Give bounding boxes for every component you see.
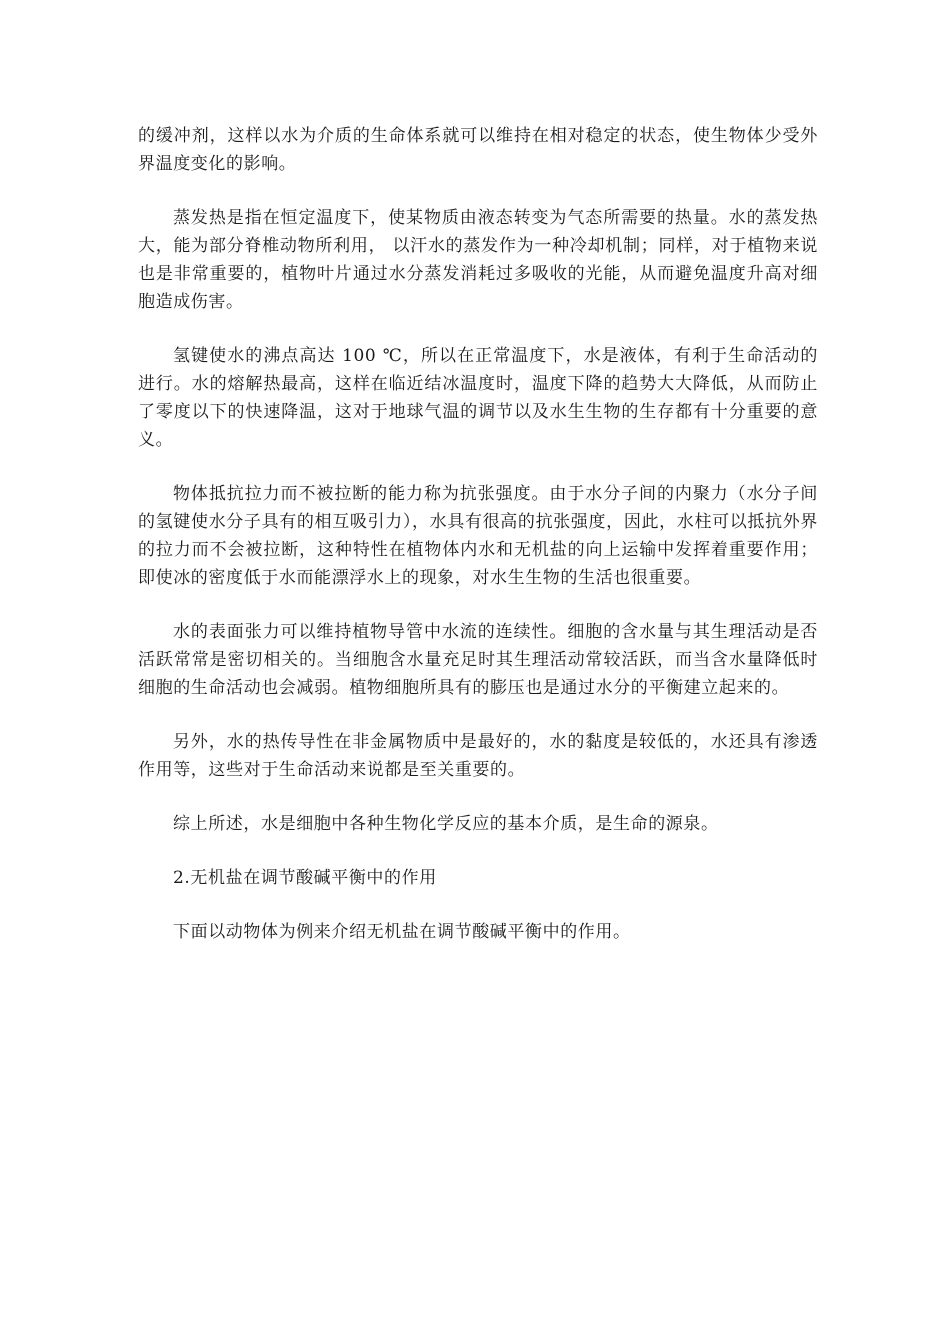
paragraph-surface-tension: 水的表面张力可以维持植物导管中水流的连续性。细胞的含水量与其生理活动是否活跃常常是密切相关的。当细胞含水量充足时其生理活动常较活跃，而当含水量降低时细胞的生命活动也会减弱。植物细胞所具有的膨压也是通过水分的平衡建立起来的。 — [138, 622, 818, 698]
paragraph-thermal-conductivity: 另外，水的热传导性在非金属物质中是最好的，水的黏度是较低的，水还具有渗透作用等，这些对于生命活动来说都是至关重要的。 — [138, 732, 818, 780]
section-heading: 2.无机盐在调节酸碱平衡中的作用 — [173, 868, 437, 888]
paragraph-buffer-continuation: 的缓冲剂，这样以水为介质的生命体系就可以维持在相对稳定的状态，使生物体少受外界温度变化的影响。 — [138, 126, 818, 174]
paragraph-tensile-strength: 物体抵抗拉力而不被拉断的能力称为抗张强度。由于水分子间的内聚力（水分子间的氢键使水分子具有的相互吸引力），水具有很高的抗张强度，因此，水柱可以抵抗外界的拉力而不会被拉断，这种特性在植物体内水和无机盐的向上运输中发挥着重要作用；即使冰的密度低于水而能漂浮水上的现象，对水生生物的生活也很重要。 — [138, 484, 818, 588]
paragraph-summary: 综上所述，水是细胞中各种生物化学反应的基本介质，是生命的源泉。 — [173, 814, 719, 834]
paragraph-boiling-point: 氢键使水的沸点高达 100 ℃，所以在正常温度下，水是液体，有利于生命活动的进行。水的熔解热最高，这样在临近结冰温度时，温度下降的趋势大大降低，从而防止了零度以下的快速降温，这对于地球气温的调节以及水生生物的生存都有十分重要的意义。 — [138, 346, 818, 450]
document-body — [138, 122, 818, 972]
paragraph-intro-acid-base: 下面以动物体为例来介绍无机盐在调节酸碱平衡中的作用。 — [173, 922, 631, 942]
paragraph-heat-of-evaporation: 蒸发热是指在恒定温度下，使某物质由液态转变为气态所需要的热量。水的蒸发热大，能为部分脊椎动物所利用， 以汗水的蒸发作为一种冷却机制；同样，对于植物来说也是非常重要的，植物叶片通过水分蒸发消耗过多吸收的光能，从而避免温度升高对细胞造成伤害。 — [138, 208, 818, 312]
